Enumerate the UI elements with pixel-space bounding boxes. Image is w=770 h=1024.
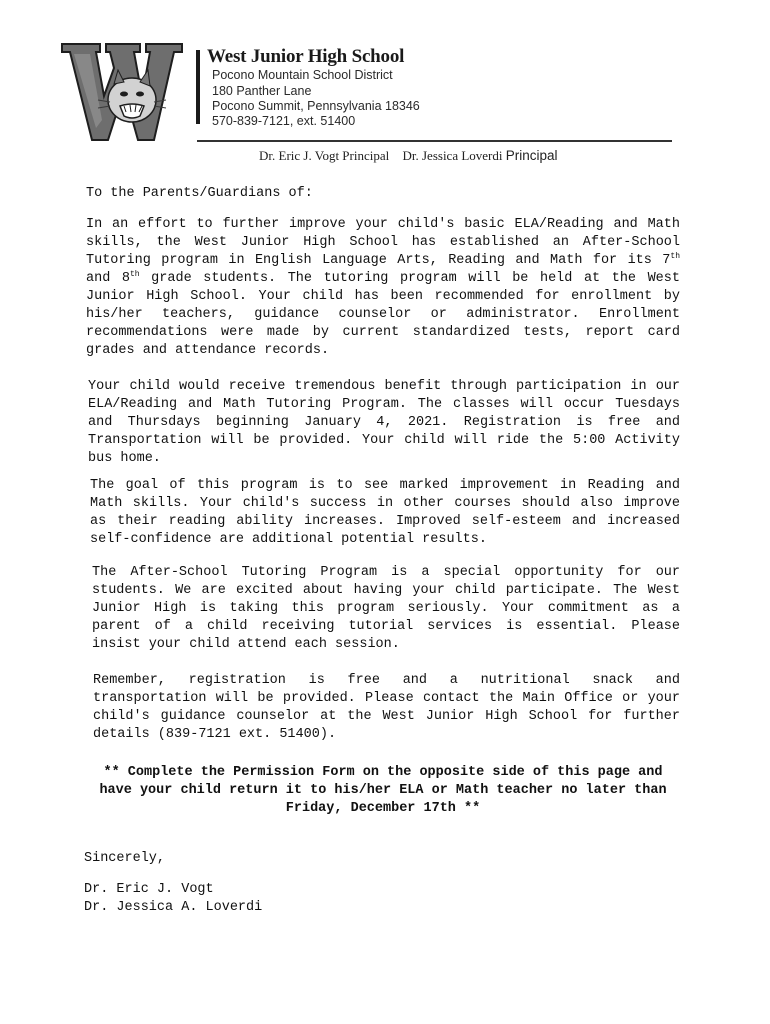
address-line-street: 180 Panther Lane [212,84,312,98]
principal-2-name: Dr. Jessica Loverdi [402,148,503,163]
paragraph-2: Your child would receive tremendous benefit through participation in our ELA/Reading and Math Tutoring Program. The classes will occur Tuesdays and Thursdays beginning January 4, 2021. Registration is free and Transportation will be provided. Your child will ride the 5:00 Activity bus home. [88,379,680,466]
closing: Sincerely, [84,851,166,866]
signature-vogt: Dr. Eric J. Vogt [84,882,214,897]
paragraph-1-text-b: and 8 [86,271,130,286]
paragraph-1-text-c: grade students. The tutoring program will be held at the West Junior High School. Your child has been recommended for enrollment by his/her teachers, guidance counselor or administrator. Enrollment recommendations were made by current standardized tests, report card grades and attendance records. [86,271,680,358]
address-line-city: Pocono Summit, Pennsylvania 18346 [212,99,420,113]
paragraph-3: The goal of this program is to see marked improvement in Reading and Math skills. Your child's success in other courses should also improve as their reading ability increases. Improved self-esteem and increased self-confidence are additional potential results. [90,478,680,547]
paragraph-1 [86,216,680,360]
principal-1: Dr. Eric J. Vogt Principal [259,148,390,163]
address-line-district: Pocono Mountain School District [212,68,393,82]
school-name: West Junior High School [207,46,405,67]
principals-line [259,148,558,164]
letterhead-divider [196,50,200,124]
address-line-phone: 570-839-7121, ext. 51400 [212,114,356,128]
paragraph-5: Remember, registration is free and a nutritional snack and transportation will be provided. Please contact the Main Office or your child's guidance counselor at the West Junior High School for further details (839-7121 ext. 51400). [93,673,680,742]
principal-2-title: Principal [505,148,558,163]
letterhead-rule [197,140,672,142]
panther-w-logo [60,40,184,144]
superscript-th: th [670,252,680,261]
paragraph-1-text-a: In an effort to further improve your child's basic ELA/Reading and Math skills, the West Junior High School has established an After-School Tutoring program in English Language Arts, Reading and Math for its 7 [86,217,680,268]
superscript-th: th [129,270,140,279]
signature-loverdi: Dr. Jessica A. Loverdi [84,900,263,915]
permission-form-notice: ** Complete the Permission Form on the opposite side of this page and have your child return it to his/her ELA or Math teacher no later than Friday, December 17th ** [99,765,667,816]
salutation: To the Parents/Guardians of: [86,186,313,201]
paragraph-4: The After-School Tutoring Program is a special opportunity for our students. We are excited about having your child participate. The West Junior High is taking this program seriously. Your commitment as a parent of a child receiving tutorial services is essential. Please insist your child attend each session. [92,565,680,652]
